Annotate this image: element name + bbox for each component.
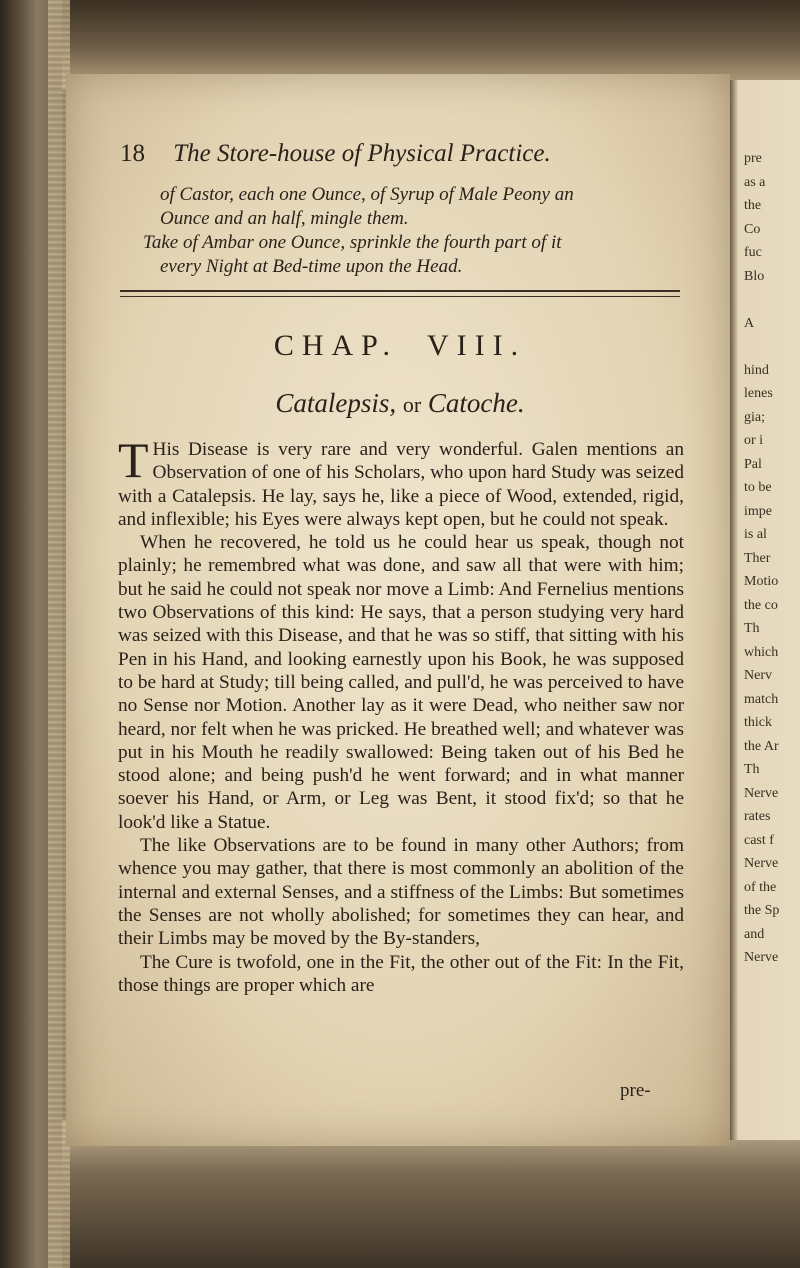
facing-page-fragment: Th [744,621,760,636]
facing-page-fragment: gia; [744,409,765,425]
facing-page-fragment: lenes [744,386,773,401]
paragraph: The Cure is twofold, one in the Fit, the other out of the Fit: In the Fit, those things are proper which are [118,951,684,996]
facing-page-fragment: Th [744,762,760,777]
facing-page-fragment: the Ar [744,738,779,754]
facing-page-fragment: to be [744,480,772,495]
facing-page-fragment: hind [744,362,769,378]
body-text [118,432,684,997]
facing-page-fragment: the co [744,597,778,613]
facing-page-fragment: as a [744,174,766,190]
facing-page-fragment: cast f [744,832,774,848]
facing-page-fragment: the Sp [744,903,780,918]
running-header [120,140,680,168]
drop-cap: T [118,432,149,488]
facing-page-fragment: Nerve [744,785,779,801]
chapter-title-or: or [402,392,422,417]
facing-page-fragment: Nerve [744,856,779,871]
prescription-line: every Night at Bed-time upon the Head. [160,256,463,277]
prescription-line: Take of Ambar one Ounce, sprinkle the fourth part of it [143,232,562,253]
chapter-title-alt: Catoche. [427,388,525,418]
paragraph: The like Observations are to be found in many other Authors; from whence you may gather, that there is most commonly an abolition of the internal and external Senses, and a stiffness of the Limbs: But sometimes the Senses are not wholly abolished; for sometimes they can hear, and their Limbs may be moved by the By-standers, [118,835,684,950]
chapter-title-main: Catalepsis, [275,388,397,418]
paragraph: When he recovered, he told us he could hear us speak, though not plainly; he remembred what was done, and saw all that were with him; but he said he could not speak nor move a Limb: And Fernelius mentions two Observations of this kind: He says, that a person studying very hard was seized with this Disease, and that he was so stiff, that sitting with his Pen in his Hand, and looking earnestly upon his Book, he was supposed to be hard at Study; till being called, and pull'd, he was perceived to have no Sense nor Motion. Another lay as it were Dead, who neither saw nor heard, nor felt when he was pricked. He breathed well; and whatever was put in his Mouth he readily swallowed: Being taken out of his Bed he stood alone; and being push'd he went forward; and in what manner soever his Hand, or Arm, or Leg was Bent, it stood fix'd; so that he look'd like a Statue. [118,532,684,833]
facing-page-fragment: is al [744,527,767,542]
facing-page-fragment: Co [744,221,761,237]
facing-page-fragment: pre [744,151,762,166]
facing-page-fragment: which [744,644,779,660]
paragraph [118,432,684,531]
facing-page-fragment: A [744,315,755,331]
facing-page-fragment: Ther [744,550,771,566]
facing-page-fragment: Pal [744,456,762,472]
chapter-heading: CHAP. VIII. [273,329,527,362]
facing-page-fragment: thick [744,715,772,730]
facing-page-fragment: match [744,691,779,707]
page-number: 18 [120,140,145,167]
facing-page-fragment: Nerve [744,950,779,965]
section-rule [120,290,680,297]
catchword: pre- [620,1080,651,1101]
facing-page-fragment: of the [744,879,777,895]
facing-page-fragment: the [744,198,762,213]
paragraph-text: His Disease is very rare and very wonderful. Galen mentions an Observation of one of his Scholars, who upon hard Study was seized with a Catalepsis. He lay, says he, like a piece of Wood, extended, rigid, and inflexible; his Eyes were always kept open, but he could not speak. [118,439,684,530]
facing-page-fragment: rates [744,809,771,824]
prescription-line: Ounce and an half, mingle them. [160,208,409,229]
prescription-line: of Castor, each one Ounce, of Syrup of Male Peony an [160,184,574,205]
chapter-title [120,388,680,419]
facing-page-fragment: impe [744,503,772,519]
facing-page-fragment: Motio [744,574,779,589]
running-title: The Store-house of Physical Practice. [173,140,551,167]
facing-page-fragment: Blo [744,268,765,284]
facing-page-fragment: Nerv [744,668,772,683]
facing-page-fragment: or i [744,433,764,448]
facing-page [730,80,800,1140]
facing-page-fragment: fuc [744,245,762,260]
facing-page-fragment: and [744,926,765,942]
